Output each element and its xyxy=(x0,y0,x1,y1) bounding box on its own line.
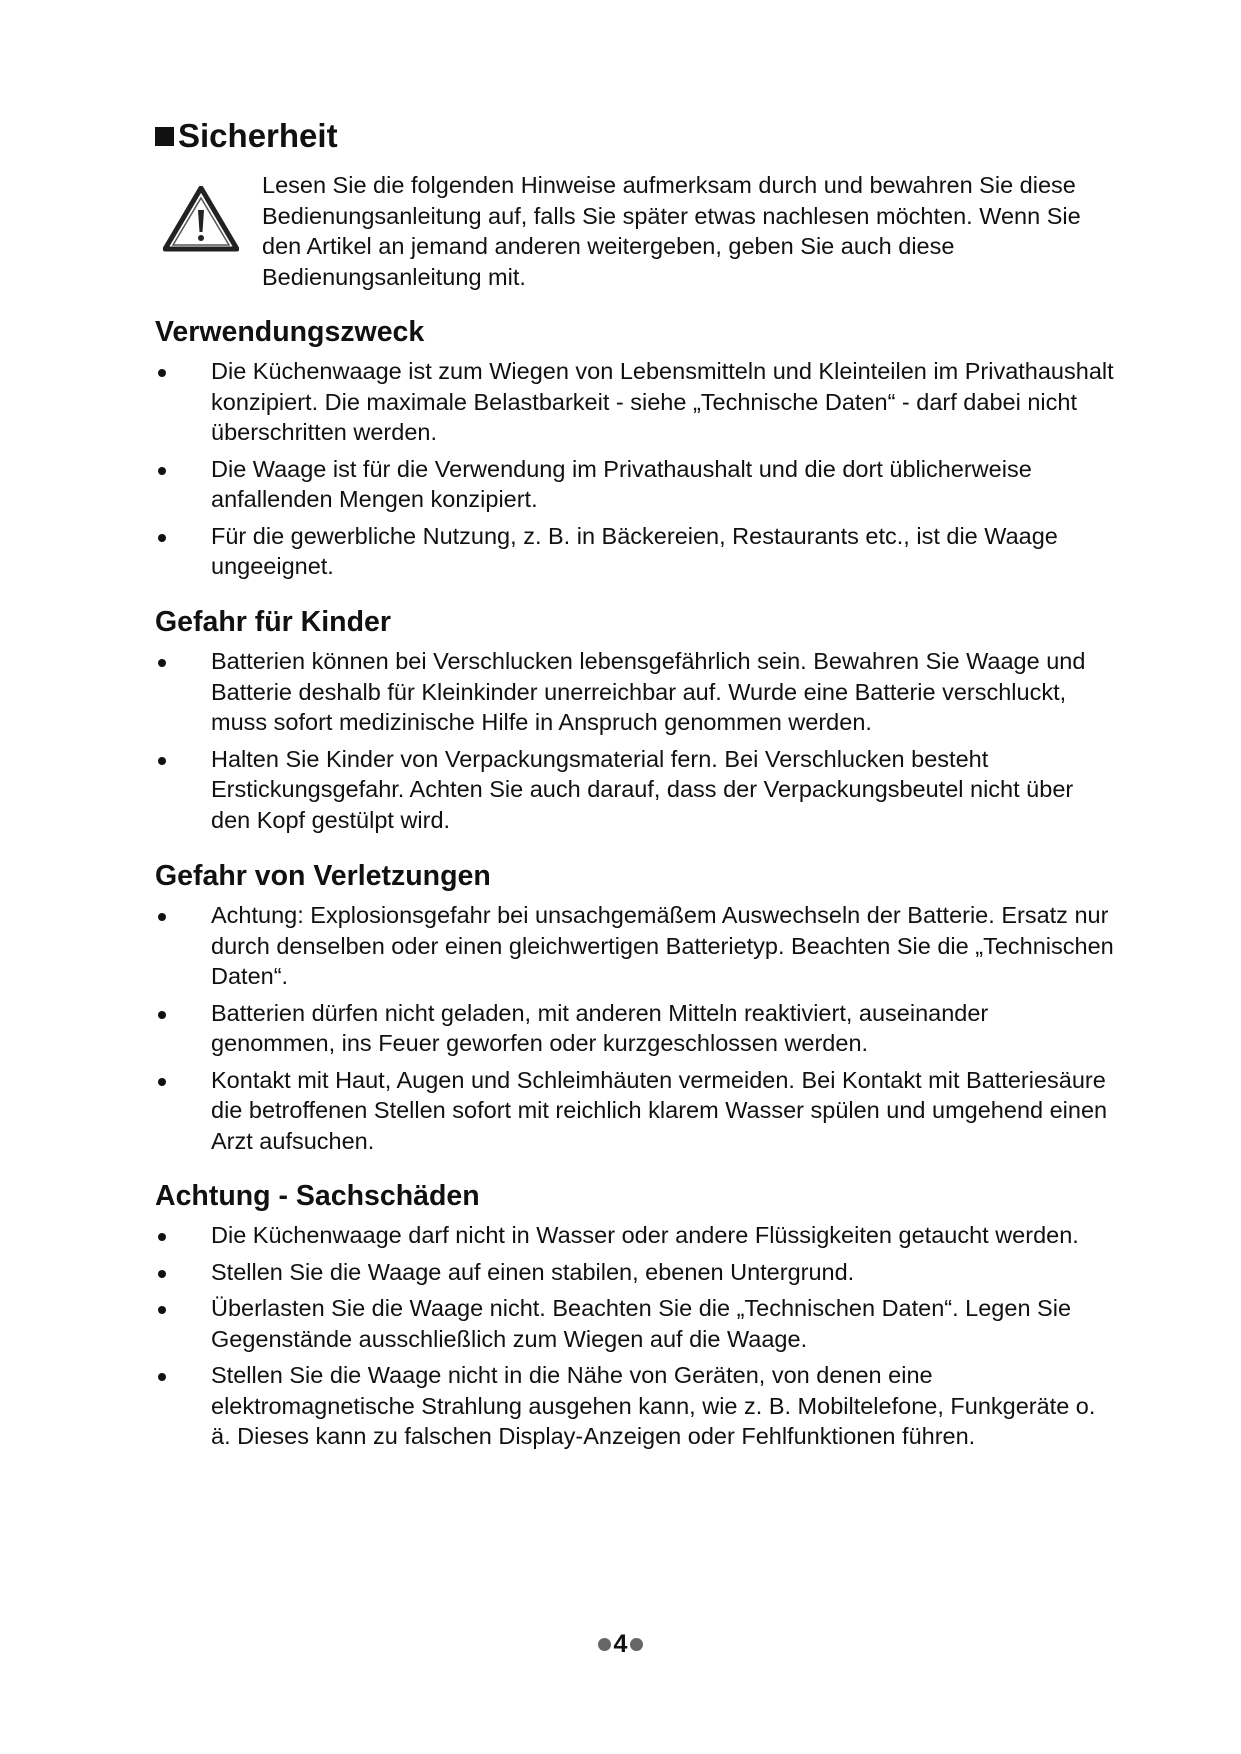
square-bullet-icon xyxy=(155,127,174,146)
list-item xyxy=(155,356,1115,448)
dot-icon xyxy=(630,1638,643,1651)
list-item-text: Halten Sie Kinder von Verpackungsmaterial fern. Bei Verschlucken besteht Erstickungsgefahr. Achten Sie auch darauf, dass der Verpackungsbeutel nicht über den Kopf gestülpt wird. xyxy=(211,745,1074,833)
bullet-icon xyxy=(158,1373,166,1381)
list-item xyxy=(155,1293,1115,1354)
bullet-icon xyxy=(158,467,166,475)
dot-icon xyxy=(598,1638,611,1651)
section-achtung-sachschaeden xyxy=(155,1178,1115,1458)
list-item-text: Achtung: Explosionsgefahr bei unsachgemäßem Auswechseln der Batterie. Ersatz nur durch denselben oder einen gleichwertigen Batterietyp. Beachten Sie die „Technischen Daten“. xyxy=(211,902,1114,989)
bullet-icon xyxy=(158,1306,166,1314)
list-item xyxy=(155,521,1115,582)
bullet-icon xyxy=(158,1078,166,1086)
list-item-text: Die Waage ist für die Verwendung im Privathaushalt und die dort üblicherweise anfallenden Mengen konzipiert. xyxy=(211,455,1032,512)
page-title-text: Sicherheit xyxy=(178,117,338,154)
list-item-text: Die Küchenwaage ist zum Wiegen von Lebensmitteln und Kleinteilen im Privathaushalt konzipiert. Die maximale Belastbarkeit - siehe „Technische Daten“ - darf dabei nicht überschritten werden. xyxy=(211,358,1114,445)
page-number: 4 xyxy=(613,1630,628,1658)
section-heading: Achtung - Sachschäden xyxy=(155,1180,480,1212)
bullet-icon xyxy=(158,1270,166,1278)
list-item-text: Für die gewerbliche Nutzung, z. B. in Bäckereien, Restaurants etc., ist die Waage ungeeignet. xyxy=(211,522,1058,579)
page-footer xyxy=(0,1630,1241,1659)
list-item xyxy=(155,1065,1115,1157)
bullet-icon xyxy=(158,1233,166,1241)
list-item xyxy=(155,1220,1115,1251)
list-item-text: Stellen Sie die Waage nicht in die Nähe von Geräten, von denen eine elektromagnetische Strahlung ausgehen kann, wie z. B. Mobiltelefone, Funkgeräte o. ä. Dieses kann zu falschen Display-Anzeigen oder Fehlfunktionen führen. xyxy=(211,1362,1096,1449)
list-item-text: Stellen Sie die Waage auf einen stabilen, ebenen Untergrund. xyxy=(211,1258,855,1285)
list-item-text: Kontakt mit Haut, Augen und Schleimhäuten vermeiden. Bei Kontakt mit Batteriesäure die betroffenen Stellen sofort mit reichlich klarem Wasser spülen und umgehend einen Arzt aufsuchen. xyxy=(211,1066,1108,1154)
section-heading: Gefahr von Verletzungen xyxy=(155,860,491,892)
section-gefahr-fuer-kinder xyxy=(155,604,1115,841)
list-item-text: Batterien dürfen nicht geladen, mit anderen Mitteln reaktiviert, auseinander genommen, ins Feuer geworfen oder kurzgeschlossen werden. xyxy=(211,999,989,1056)
bullet-icon xyxy=(158,534,166,542)
list-item xyxy=(155,1257,1115,1288)
section-heading: Gefahr für Kinder xyxy=(155,606,391,638)
bullet-list xyxy=(155,646,1115,835)
list-item-text: Überlasten Sie die Waage nicht. Beachten Sie die „Technischen Daten“. Legen Sie Gegenstände ausschließlich zum Wiegen auf die Waage. xyxy=(211,1295,1072,1352)
list-item xyxy=(155,454,1115,515)
list-item-text: Batterien können bei Verschlucken lebensgefährlich sein. Bewahren Sie Waage und Batterie deshalb für Kleinkinder unerreichbar auf. Wurde eine Batterie verschluckt, muss sofort medizinische Hilfe in Anspruch genommen werden. xyxy=(211,648,1086,735)
bullet-list xyxy=(155,1220,1115,1452)
list-item xyxy=(155,646,1115,738)
warning-triangle-icon xyxy=(163,186,239,252)
intro-text: Lesen Sie die folgenden Hinweise aufmerksam durch und bewahren Sie diese Bedienungsanleitung auf, falls Sie später etwas nachlesen möchten. Wenn Sie den Artikel an jemand anderen weitergeben, geben Sie auch diese Bedienungsanleitung mit. xyxy=(262,172,1081,290)
list-item-text: Die Küchenwaage darf nicht in Wasser oder andere Flüssigkeiten getaucht werden. xyxy=(211,1222,1079,1248)
bullet-list xyxy=(155,356,1115,582)
bullet-icon xyxy=(158,659,166,667)
list-item xyxy=(155,744,1115,836)
bullet-icon xyxy=(158,1011,166,1019)
bullet-icon xyxy=(158,757,166,765)
section-heading: Verwendungszweck xyxy=(155,316,425,348)
bullet-icon xyxy=(158,369,166,377)
bullet-icon xyxy=(158,913,166,921)
section-verwendungszweck xyxy=(155,314,1115,588)
page-title xyxy=(155,116,338,156)
list-item xyxy=(155,900,1115,992)
list-item xyxy=(155,1360,1115,1452)
section-gefahr-von-verletzungen xyxy=(155,858,1115,1162)
list-item xyxy=(155,998,1115,1059)
bullet-list xyxy=(155,900,1115,1156)
